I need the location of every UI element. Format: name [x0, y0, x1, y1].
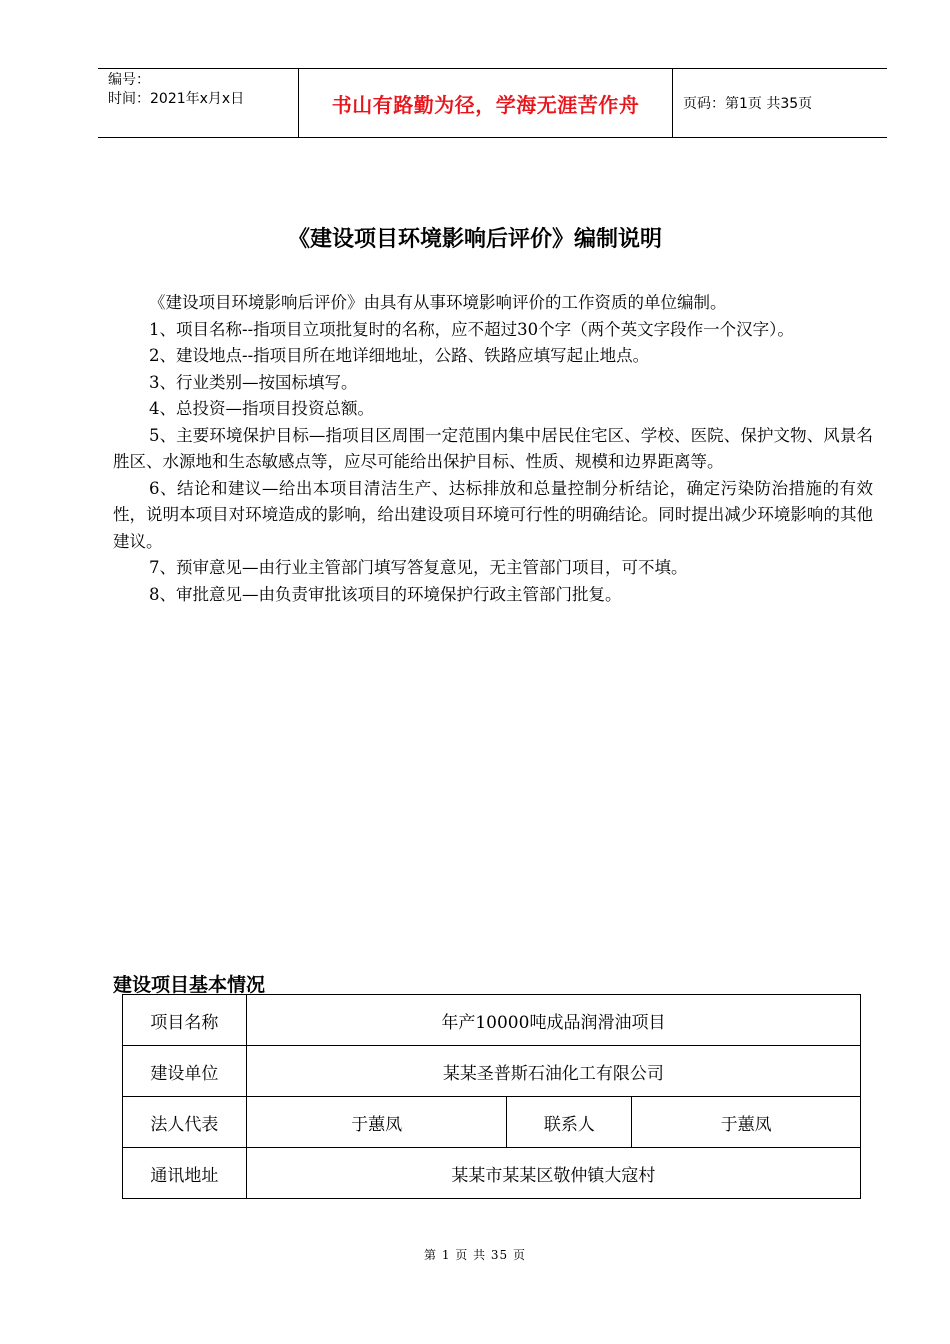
header-meta: [98, 69, 299, 137]
paragraph: 6、结论和建议—给出本项目清洁生产、达标排放和总量控制分析结论，确定污染防治措施的有效性，说明本项目对环境造成的影响，给出建设项目环境可行性的明确结论。同时提出减少环境影响的其他建议。: [113, 478, 873, 551]
table-row: [123, 1148, 861, 1199]
document-title: 《建设项目环境影响后评价》编制说明: [287, 227, 662, 252]
unit-value: 某某圣普斯石油化工有限公司: [246, 1046, 860, 1097]
contact-label: 联系人: [507, 1097, 632, 1148]
paragraph: 2、建设地点--指项目所在地详细地址，公路、铁路应填写起止地点。: [149, 346, 650, 365]
time-label: 时间：2021年x月x日: [108, 91, 245, 107]
paragraph: 7、预审意见—由行业主管部门填写答复意见，无主管部门项目，可不填。: [149, 558, 688, 577]
unit-label: 建设单位: [123, 1046, 247, 1097]
header-page-info: 页码：第1页 共35页: [683, 96, 813, 112]
contact-value: 于蕙凤: [632, 1097, 861, 1148]
legal-rep-value: 于蕙凤: [246, 1097, 507, 1148]
paragraph: 3、行业类别—按国标填写。: [149, 372, 358, 392]
section-title: 建设项目基本情况: [113, 974, 266, 996]
table-row: [123, 1046, 861, 1097]
table-row: [123, 995, 861, 1046]
project-name-value: 年产10000吨成品润滑油项目: [246, 995, 860, 1046]
table-row: [123, 1097, 861, 1148]
paragraph: 《建设项目环境影响后评价》由具有从事环境影响评价的工作资质的单位编制。: [149, 293, 727, 312]
project-name-label: 项目名称: [123, 995, 247, 1046]
instructions-body: [113, 290, 873, 608]
address-value: 某某市某某区敬仲镇大寇村: [246, 1148, 860, 1199]
legal-rep-label: 法人代表: [123, 1097, 247, 1148]
header-motto: 书山有路勤为径，学海无涯苦作舟: [299, 69, 673, 137]
paragraph: 5、主要环境保护目标—指项目区周围一定范围内集中居民住宅区、学校、医院、保护文物、风景名胜区、水源地和生态敏感点等，应尽可能给出保护目标、性质、规模和边界距离等。: [113, 425, 873, 471]
address-label: 通讯地址: [123, 1148, 247, 1199]
paragraph: 1、项目名称--指项目立项批复时的名称，应不超过30个字（两个英文字段作一个汉字）。: [149, 319, 794, 339]
paragraph: 4、总投资—指项目投资总额。: [149, 399, 374, 418]
paragraph: 8、审批意见—由负责审批该项目的环境保护行政主管部门批复。: [149, 584, 622, 604]
page-footer: 第 1 页 共 35 页: [424, 1248, 526, 1262]
number-label: 编号：: [108, 72, 150, 88]
page-header: [98, 68, 887, 138]
project-info-table: [122, 994, 861, 1199]
